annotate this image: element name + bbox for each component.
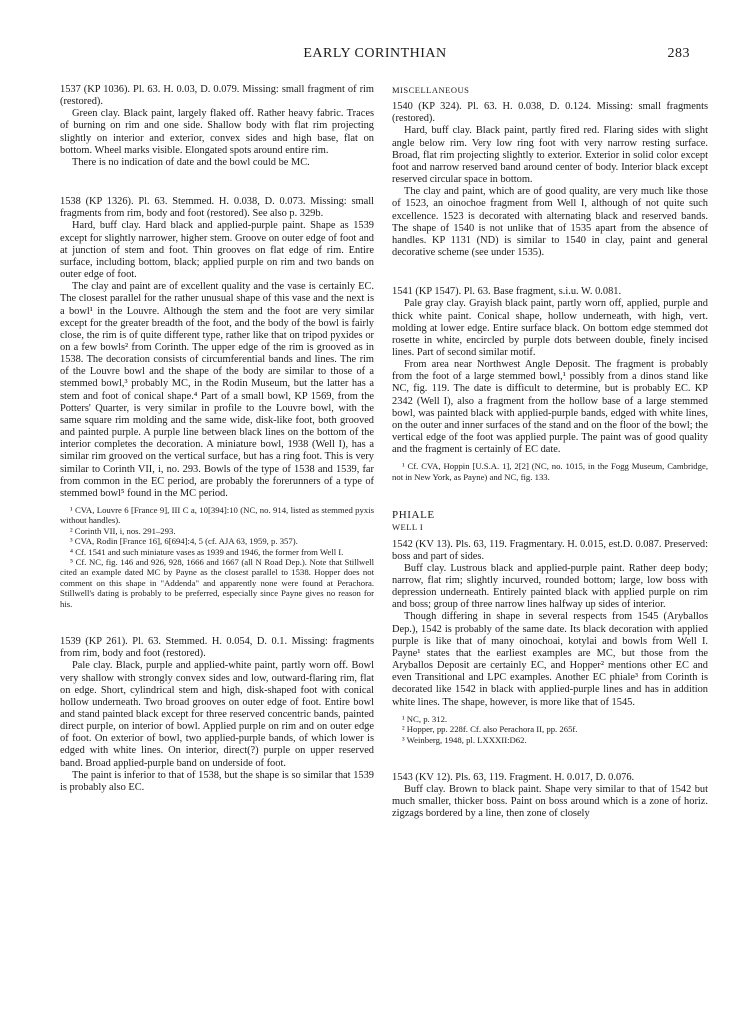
entry-1538-description: Hard, buff clay. Hard black and applied-purple paint. Shape as 1539 except for slightly narrower, higher stem. Groove on outer edge of foot and at junction of stem and foot. Thin grooves on flat edge of rim. Entire surface, including bottom, black; applied purple on rim and two bands on outer edge of foot. [60,220,374,281]
entry-1537-heading: 1537 (KP 1036). Pl. 63. H. 0.03, D. 0.079. Missing: small fragment of rim (restored). [60,84,374,108]
entry-1543-heading: 1543 (KV 12). Pls. 63, 119. Fragment. H. 0.017, D. 0.076. [392,771,635,783]
entry-1539-heading: 1539 (KP 261). Pl. 63. Stemmed. H. 0.054, D. 0.1. Missing: fragments from rim, body and foot (restored). [60,636,374,660]
right-column [392,84,708,821]
running-title: EARLY CORINTHIAN [303,46,447,61]
subheading-well-i: WELL I [392,522,424,533]
footnote-phiale-2: ² Hopper, pp. 228f. Cf. also Perachora II, pp. 265f. [402,724,578,735]
footnote-2: ² Corinth VII, i, nos. 291–293. [70,525,176,536]
entry-1541-description: Pale gray clay. Grayish black paint, partly worn off, applied, purple and thick white paint. Conical shape, hollow underneath, with high, vert. molding at lower edge. Entire surface black. On bottom edge stemmed dot rosette in white, encircled by purple dots between double, finely incised lines. Part of second similar motif. [392,298,708,358]
entry-1539-description: Pale clay. Black, purple and applied-white paint, partly worn off. Bowl very shallow with strongly convex sides and low, outward-flaring rim, flat on edge. Short, cylindrical stem and high, disk-shaped foot with conical hollow underneath. Two broad grooves on outer edge of foot. Entire bowl and stand painted black except for three reserved concentric bands, painted direct purple, on interior of bowl. Applied purple on rim and on outer edge of foot. On exterior of bowl, two applied-purple bands, of which lower is edged with white lines. On interior, direct(?) purple on upper reserved band. Broad applied-purple band on underside of foot. [60,660,374,769]
left-column [60,84,374,794]
entry-1541-commentary: From area near Northwest Angle Deposit. The fragment is probably from the foot of a large stemmed bowl,¹ possibly from a dinos stand like NC, fig. 119. The date is difficult to determine, but is probably EC. KP 2342 (Well I), also a fragment from the hollow base of a large stemmed bowl, was painted black with applied-purple bands, edged with white lines, on the outer and inner surfaces of the stand and on the floor of the bowl; the vertical edge of the foot was applied purple. The paint was of good quality and the fragment is certainly of EC date. [392,359,708,456]
entry-1539-commentary: The paint is inferior to that of 1538, but the shape is so similar that 1539 is probably also EC. [60,769,374,793]
footnote-1: ¹ CVA, Louvre 6 [France 9], III C a, 10[394]:10 (NC, no. 914, listed as stemmed pyxis without handles). [60,505,374,526]
entry-1542-description: Buff clay. Lustrous black and applied-purple paint. Rather deep body; narrow, flat rim; slightly incurved, rounded bottom; large, low boss with depression underneath. Entirely painted black with applied purple on rim and boss; group of three narrow lines halfway up sides of interior. [392,562,708,611]
entry-1541-heading: 1541 (KP 1547). Pl. 63. Base fragment, s.i.u. W. 0.081. [392,286,622,298]
entry-1537-commentary: There is no indication of date and the bowl could be MC. [72,156,310,168]
entry-1543-description: Buff clay. Brown to black paint. Shape very similar to that of 1542 but much smaller, thicker boss. Paint on boss around which is a zone of horiz. zigzags bordered by a line, then zone of closely [392,784,708,820]
entry-1540-commentary: The clay and paint, which are of good quality, are very much like those of 1523, an oinochoe fragment from Well I, although of not quite such excellence. 1523 is decorated with alternating black and reserved bands. The shape of 1540 is not unlike that of 1535 apart from the absence of handles. KP 1131 (ND) is similar to 1540 in clay, paint and general decorative scheme (see under 1535). [392,186,708,259]
entry-1542-commentary: Though differing in shape in several respects from 1545 (Aryballos Dep.), 1542 is probably of the same date. Its black decoration with applied purple is like that of many oinochoai, kotylai and bowls from Well I. Payne¹ states that the earliest examples are MC, but those from the Aryballos Deposit are certainly EC, and Hopper² mentions other EC and even Transitional and LPC examples. Another EC phiale³ from Corinth is decorated like 1542 in black with applied-purple lines and has in addition white lines. The shape, however, is more like that of 1545. [392,611,708,708]
footnote-1541: ¹ Cf. CVA, Hoppin [U.S.A. 1], 2[2] (NC, no. 1015, in the Fogg Museum, Cambridge, not in New York, as Payne) and NC, fig. 133. [392,461,708,482]
entry-1542-heading: 1542 (KV 13). Pls. 63, 119. Fragmentary. H. 0.015, est.D. 0.087. Preserved: boss and part of sides. [392,538,708,562]
entry-1540-heading: 1540 (KP 324). Pl. 63. H. 0.038, D. 0.124. Missing: small fragments (restored). [392,101,708,125]
footnote-3: ³ CVA, Rodin [France 16], 6[694]:4, 5 (cf. AJA 63, 1959, p. 357). [70,536,298,547]
footnote-5: ⁵ Cf. NC, fig. 146 and 926, 928, 1666 and 1667 (all N Road Dep.). Note that Stillwell cited an example dated MC by Payne as the closest parallel to 1538. Hopper does not comment on this shape in "Addenda" and apparently none were found at Perachora. Stillwell's dating is probably to be preferred, especially since Payne gives no reason for his. [60,557,374,609]
entry-1538-heading: 1538 (KP 1326). Pl. 63. Stemmed. H. 0.038, D. 0.073. Missing: small fragments from rim, body and foot (restored). See also p. 329b. [60,196,374,220]
page-header [60,46,690,66]
footnote-phiale-1: ¹ NC, p. 312. [402,713,448,724]
page-number: 283 [667,46,690,61]
section-heading-phiale: PHIALE [392,509,435,522]
footnote-phiale-3: ³ Weinberg, 1948, pl. LXXXII:D62. [402,734,527,745]
entry-1540-description: Hard, buff clay. Black paint, partly fired red. Flaring sides with slight angle below rim. Very low ring foot with very narrow resting surface. Broad, flat rim projecting slightly to exterior. Exterior in solid color except foot and narrow reserved band around center of body. Interior black except reserved circular space in bottom. [392,125,708,186]
entry-1537-description: Green clay. Black paint, largely flaked off. Rather heavy fabric. Traces of burning on rim and one side. Shallow body with flat rim projecting slightly on interior and exterior, convex sides and high base, flat on bottom. Wheel marks visible. Elongated spots around entire rim. [60,108,374,156]
section-heading-miscellaneous: MISCELLANEOUS [392,85,470,95]
entry-1538-commentary: The clay and paint are of excellent quality and the vase is certainly EC. The closest parallel for the rather unusual shape of this vase and the next is a bowl¹ in the Louvre. Although the stem and the foot are very similar except for the greater breadth of the foot, and the body of the bowl is fairly close, the rim is of quite different type, rather like that on tripod pyxides or on a few bowls² from Corinth. The upper edge of the rim is grooved as in 1538. The decoration consists of circumferential bands and lines. The rim of the Louvre bowl and the shape of the body are similar to those of a stemmed bowl,³ probably MC, in the Rodin Museum, but the latter has a stem and foot of conical shape.⁴ Part of a small bowl, KP 1569, from the Potters' Quarter, is very similar in profile to the Louvre bowl, with the same square rim molding and the same wide, disk-like foot, both grooved and painted purple. A purple line between black lines on the bottom of the interior completes the decoration. A miniature bowl, 1938 (Well I), has a similar rim grooved on the vertical surface, but has a ring foot. This is very similar to Corinth VII, i, no. 293. Bowls of the type of 1538 and 1539, far from common in the EC period, are probably the forerunners of a type of stemmed bowl⁵ found in the MC period. [60,281,374,499]
footnote-4: ⁴ Cf. 1541 and such miniature vases as 1939 and 1946, the former from Well I. [70,546,344,557]
